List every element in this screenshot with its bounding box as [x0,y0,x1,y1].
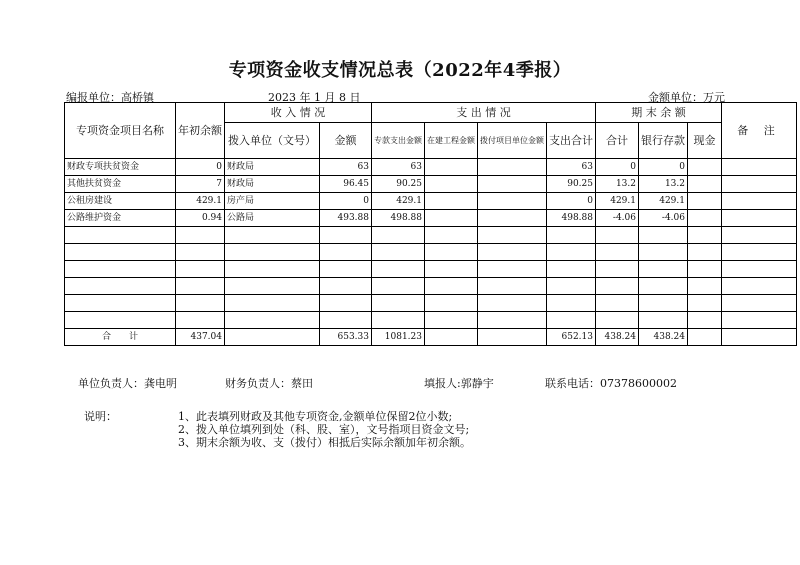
empty-cell [547,261,596,278]
empty-cell [639,261,688,278]
empty-cell [176,278,225,295]
empty-cell [722,227,797,244]
header-ending-total: 合计 [596,123,639,159]
cell-amount: 493.88 [320,210,372,227]
empty-cell [722,244,797,261]
empty-cell [688,295,722,312]
cell-item-name: 财政专项扶贫资金 [65,159,176,176]
cell-cash [688,210,722,227]
cell-amount: 96.45 [320,176,372,193]
reporting-unit: 编报单位：高桥镇 [66,91,154,104]
cell-ending-total: 13.2 [596,176,639,193]
empty-cell [596,278,639,295]
header-income-amount: 金额 [320,123,372,159]
cell-allocation [478,159,547,176]
note-item-2: 2、拨入单位填列到处（科、股、室），文号指项目资金文号; [178,423,470,436]
empty-cell [596,244,639,261]
empty-cell [639,295,688,312]
empty-cell [320,261,372,278]
totals-remarks [722,329,797,346]
currency-unit: 金额单位：万元 [648,91,725,104]
cell-source: 财政局 [225,176,320,193]
empty-cell [596,261,639,278]
empty-row [65,295,797,312]
empty-cell [547,278,596,295]
empty-cell [372,312,425,329]
cell-cash [688,193,722,210]
signature-phone: 联系电话：07378600002 [545,377,677,390]
header-expense-group: 支 出 情 况 [372,103,596,123]
cell-bank: 13.2 [639,176,688,193]
empty-row [65,244,797,261]
empty-cell [225,295,320,312]
empty-cell [596,295,639,312]
empty-cell [320,244,372,261]
empty-cell [478,295,547,312]
totals-row [65,329,797,346]
empty-cell [688,261,722,278]
empty-cell [596,312,639,329]
totals-expense-total: 652.13 [547,329,596,346]
cell-special: 63 [372,159,425,176]
cell-expense-total: 0 [547,193,596,210]
cell-allocation [478,176,547,193]
empty-cell [65,244,176,261]
cell-ending-total: 429.1 [596,193,639,210]
empty-cell [688,227,722,244]
empty-cell [639,244,688,261]
header-expense-allocation: 拨付项目单位金额 [478,123,547,159]
cell-amount: 63 [320,159,372,176]
header-expense-total: 支出合计 [547,123,596,159]
empty-cell [688,312,722,329]
empty-cell [639,312,688,329]
empty-cell [722,312,797,329]
header-income-source: 拨入单位（文号） [225,123,320,159]
cell-allocation [478,210,547,227]
table-row [65,193,797,210]
header-opening-balance: 年初余额 [176,103,225,159]
empty-row [65,278,797,295]
cell-item-name: 公租房建设 [65,193,176,210]
totals-bank: 438.24 [639,329,688,346]
notes-label: 说明： [84,410,117,423]
empty-row [65,227,797,244]
empty-cell [547,227,596,244]
empty-cell [425,244,478,261]
empty-cell [176,261,225,278]
empty-cell [225,244,320,261]
table-row [65,159,797,176]
header-income-group: 收 入 情 况 [225,103,372,123]
report-title: 专项资金收支情况总表（2022年4季报） [228,60,572,81]
cell-bank: 429.1 [639,193,688,210]
cell-special: 429.1 [372,193,425,210]
empty-cell [320,278,372,295]
report-date: 2023 年 1 月 8 日 [268,91,361,104]
empty-cell [596,227,639,244]
empty-cell [320,295,372,312]
header-item-name: 专项资金项目名称 [65,103,176,159]
empty-cell [176,227,225,244]
empty-cell [478,312,547,329]
cell-expense-total: 63 [547,159,596,176]
table-row [65,210,797,227]
cell-remarks [722,210,797,227]
empty-cell [372,261,425,278]
cell-remarks [722,193,797,210]
signature-filler: 填报人:郭静宇 [424,377,494,390]
cell-special: 498.88 [372,210,425,227]
cell-item-name: 其他扶贫资金 [65,176,176,193]
empty-cell [425,261,478,278]
totals-construction [425,329,478,346]
empty-cell [722,295,797,312]
empty-cell [65,312,176,329]
empty-cell [478,244,547,261]
cell-construction [425,159,478,176]
note-item-3: 3、期末余额为收、支（拨付）相抵后实际余额加年初余额。 [178,436,471,449]
cell-opening: 429.1 [176,193,225,210]
signature-head: 单位负责人：龚电明 [78,377,177,390]
empty-cell [320,312,372,329]
empty-cell [320,227,372,244]
empty-cell [225,261,320,278]
empty-cell [176,244,225,261]
signature-finance: 财务负责人：蔡田 [225,377,313,390]
cell-construction [425,193,478,210]
note-item-1: 1、此表填列财政及其他专项资金,金额单位保留2位小数; [178,410,453,423]
empty-cell [65,261,176,278]
empty-cell [425,295,478,312]
empty-cell [372,227,425,244]
cell-expense-total: 498.88 [547,210,596,227]
empty-cell [478,261,547,278]
cell-special: 90.25 [372,176,425,193]
header-remarks: 备 注 [722,103,797,159]
cell-opening: 7 [176,176,225,193]
empty-row [65,261,797,278]
empty-cell [176,312,225,329]
cell-expense-total: 90.25 [547,176,596,193]
totals-cash [688,329,722,346]
empty-cell [478,227,547,244]
table-row [65,176,797,193]
header-ending-group: 期 末 余 额 [596,103,722,123]
cell-construction [425,176,478,193]
cell-cash [688,159,722,176]
empty-cell [225,312,320,329]
empty-cell [547,244,596,261]
totals-source [225,329,320,346]
header-ending-bank: 银行存款 [639,123,688,159]
empty-cell [478,278,547,295]
totals-special: 1081.23 [372,329,425,346]
cell-cash [688,176,722,193]
empty-cell [722,278,797,295]
empty-cell [688,278,722,295]
empty-cell [176,295,225,312]
empty-cell [372,295,425,312]
empty-cell [65,278,176,295]
header-expense-special: 专款支出金额 [372,123,425,159]
fund-table [64,102,797,346]
cell-ending-total: 0 [596,159,639,176]
empty-cell [425,227,478,244]
cell-bank: -4.06 [639,210,688,227]
cell-opening: 0 [176,159,225,176]
empty-cell [225,278,320,295]
empty-cell [425,278,478,295]
totals-ending-total: 438.24 [596,329,639,346]
empty-cell [547,295,596,312]
header-expense-construction: 在建工程金额 [425,123,478,159]
cell-construction [425,210,478,227]
header-ending-cash: 现金 [688,123,722,159]
empty-cell [639,278,688,295]
cell-item-name: 公路维护资金 [65,210,176,227]
empty-cell [425,312,478,329]
cell-opening: 0.94 [176,210,225,227]
cell-bank: 0 [639,159,688,176]
empty-cell [65,295,176,312]
cell-amount: 0 [320,193,372,210]
totals-label: 合 计 [65,329,176,346]
empty-cell [639,227,688,244]
cell-remarks [722,159,797,176]
empty-cell [372,244,425,261]
empty-cell [372,278,425,295]
cell-source: 公路局 [225,210,320,227]
totals-amount: 653.33 [320,329,372,346]
empty-cell [65,227,176,244]
cell-ending-total: -4.06 [596,210,639,227]
totals-allocation [478,329,547,346]
cell-source: 财政局 [225,159,320,176]
cell-allocation [478,193,547,210]
empty-cell [547,312,596,329]
empty-cell [688,244,722,261]
totals-opening: 437.04 [176,329,225,346]
cell-remarks [722,176,797,193]
empty-cell [225,227,320,244]
cell-source: 房产局 [225,193,320,210]
empty-row [65,312,797,329]
empty-cell [722,261,797,278]
